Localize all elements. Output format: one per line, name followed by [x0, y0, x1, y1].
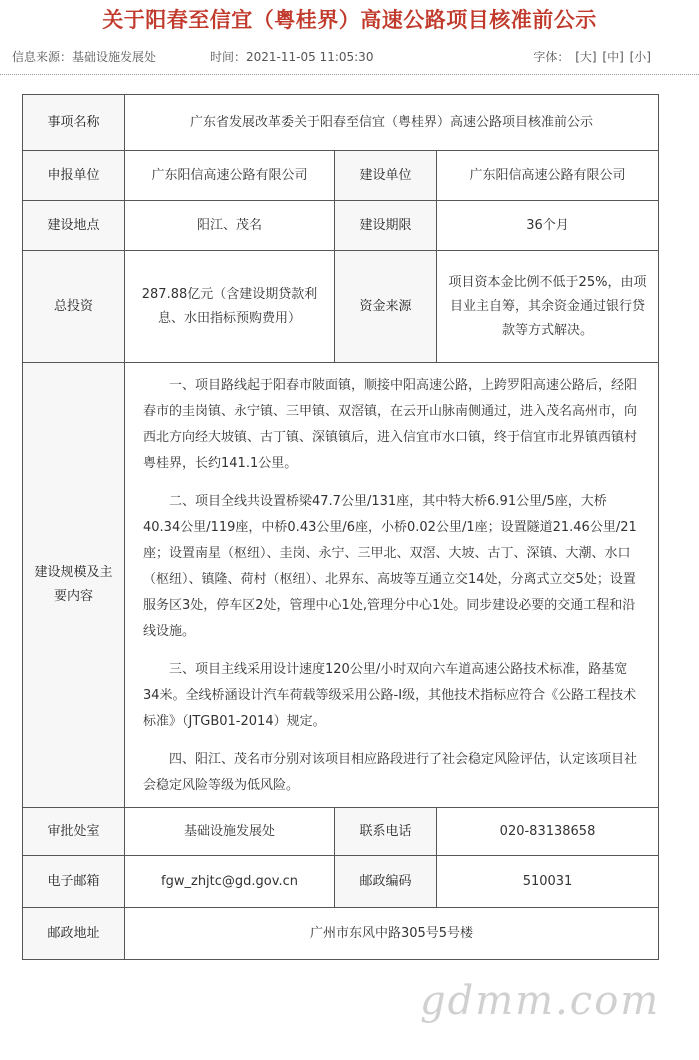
- builder-value: 广东阳信高速公路有限公司: [437, 151, 659, 201]
- table-row: [23, 201, 659, 251]
- address-label: 邮政地址: [23, 908, 125, 960]
- meta-bar: [0, 48, 699, 68]
- project-info-table: [22, 94, 659, 960]
- location-value: 阳江、茂名: [125, 201, 335, 251]
- scope-paragraph-1: 一、项目路线起于阳春市陂面镇，顺接中阳高速公路，上跨罗阳高速公路后，经阳春市的圭岗镇、永宁镇、三甲镇、双滘镇，在云开山脉南侧通过，进入茂名高州市，向西北方向经大坡镇、古丁镇、深镇镇后，进入信宜市水口镇，终于信宜市北界镇西镇村粤桂界，长约141.1公里。: [143, 378, 638, 471]
- postcode-label: 邮政编码: [335, 856, 437, 908]
- investment-value: 287.88亿元（含建设期贷款利息、水田指标预购费用）: [125, 251, 335, 363]
- location-label: 建设地点: [23, 201, 125, 251]
- investment-label: 总投资: [23, 251, 125, 363]
- font-size-medium-link[interactable]: [中]: [602, 50, 624, 64]
- table-row: [23, 856, 659, 908]
- table-row: [23, 95, 659, 151]
- applicant-value: 广东阳信高速公路有限公司: [125, 151, 335, 201]
- phone-label: 联系电话: [335, 808, 437, 856]
- watermark-logo: gdmm.com: [420, 978, 661, 1024]
- table-row: [23, 151, 659, 201]
- period-value: 36个月: [437, 201, 659, 251]
- email-label: 电子邮箱: [23, 856, 125, 908]
- period-label: 建设期限: [335, 201, 437, 251]
- approval-office-label: 审批处室: [23, 808, 125, 856]
- font-size-switcher: [533, 48, 651, 65]
- approval-office-value: 基础设施发展处: [125, 808, 335, 856]
- info-source: 信息来源：基础设施发展处: [12, 50, 157, 64]
- scope-label: 建设规模及主要内容: [23, 363, 125, 808]
- scope-paragraph-2: 二、项目全线共设置桥梁47.7公里/131座，其中特大桥6.91公里/5座，大桥40.34公里/119座，中桥0.43公里/6座，小桥0.02公里/1座；设置隧道21.46公里/21座；设置南星（枢纽）、圭岗、永宁、三甲北、双滘、大坡、古丁、深镇、大潮、水口（枢纽）、镇隆、荷村（枢纽）、北界东、高坡等互通立交14处，分离式立交5处；设置服务区3处，停车区2处，管理中心1处,管理分中心1处。同步建设必要的交通工程和沿线设施。: [143, 494, 637, 639]
- table-row: [23, 363, 659, 808]
- email-value: fgw_zhjtc@gd.gov.cn: [125, 856, 335, 908]
- font-size-label: 字体：: [533, 50, 570, 64]
- scope-paragraph-4: 四、阳江、茂名市分别对该项目相应路段进行了社会稳定风险评估，认定该项目社会稳定风险等级为低风险。: [143, 752, 638, 793]
- address-value: 广州市东风中路305号5号楼: [125, 908, 659, 960]
- font-size-large-link[interactable]: [大]: [575, 50, 597, 64]
- page-title: 关于阳春至信宜（粤桂界）高速公路项目核准前公示: [102, 8, 597, 32]
- publish-time: 时间：2021-11-05 11:05:30: [210, 50, 374, 64]
- item-name-label: 事项名称: [23, 95, 125, 151]
- scope-content: [125, 363, 659, 808]
- divider: [0, 74, 699, 75]
- item-name-value: 广东省发展改革委关于阳春至信宜（粤桂界）高速公路项目核准前公示: [125, 95, 659, 151]
- table-row: [23, 808, 659, 856]
- builder-label: 建设单位: [335, 151, 437, 201]
- applicant-label: 申报单位: [23, 151, 125, 201]
- scope-paragraph-3: 三、项目主线采用设计速度120公里/小时双向六车道高速公路技术标准，路基宽34米。全线桥涵设计汽车荷载等级采用公路-I级，其他技术指标应符合《公路工程技术标准》（JTGB01-2014）规定。: [143, 662, 637, 729]
- table-row: [23, 908, 659, 960]
- postcode-value: 510031: [437, 856, 659, 908]
- phone-value: 020-83138658: [437, 808, 659, 856]
- funding-value: 项目资本金比例不低于25%，由项目业主自筹，其余资金通过银行贷款等方式解决。: [437, 251, 659, 363]
- funding-label: 资金来源: [335, 251, 437, 363]
- table-row: [23, 251, 659, 363]
- font-size-small-link[interactable]: [小]: [629, 50, 651, 64]
